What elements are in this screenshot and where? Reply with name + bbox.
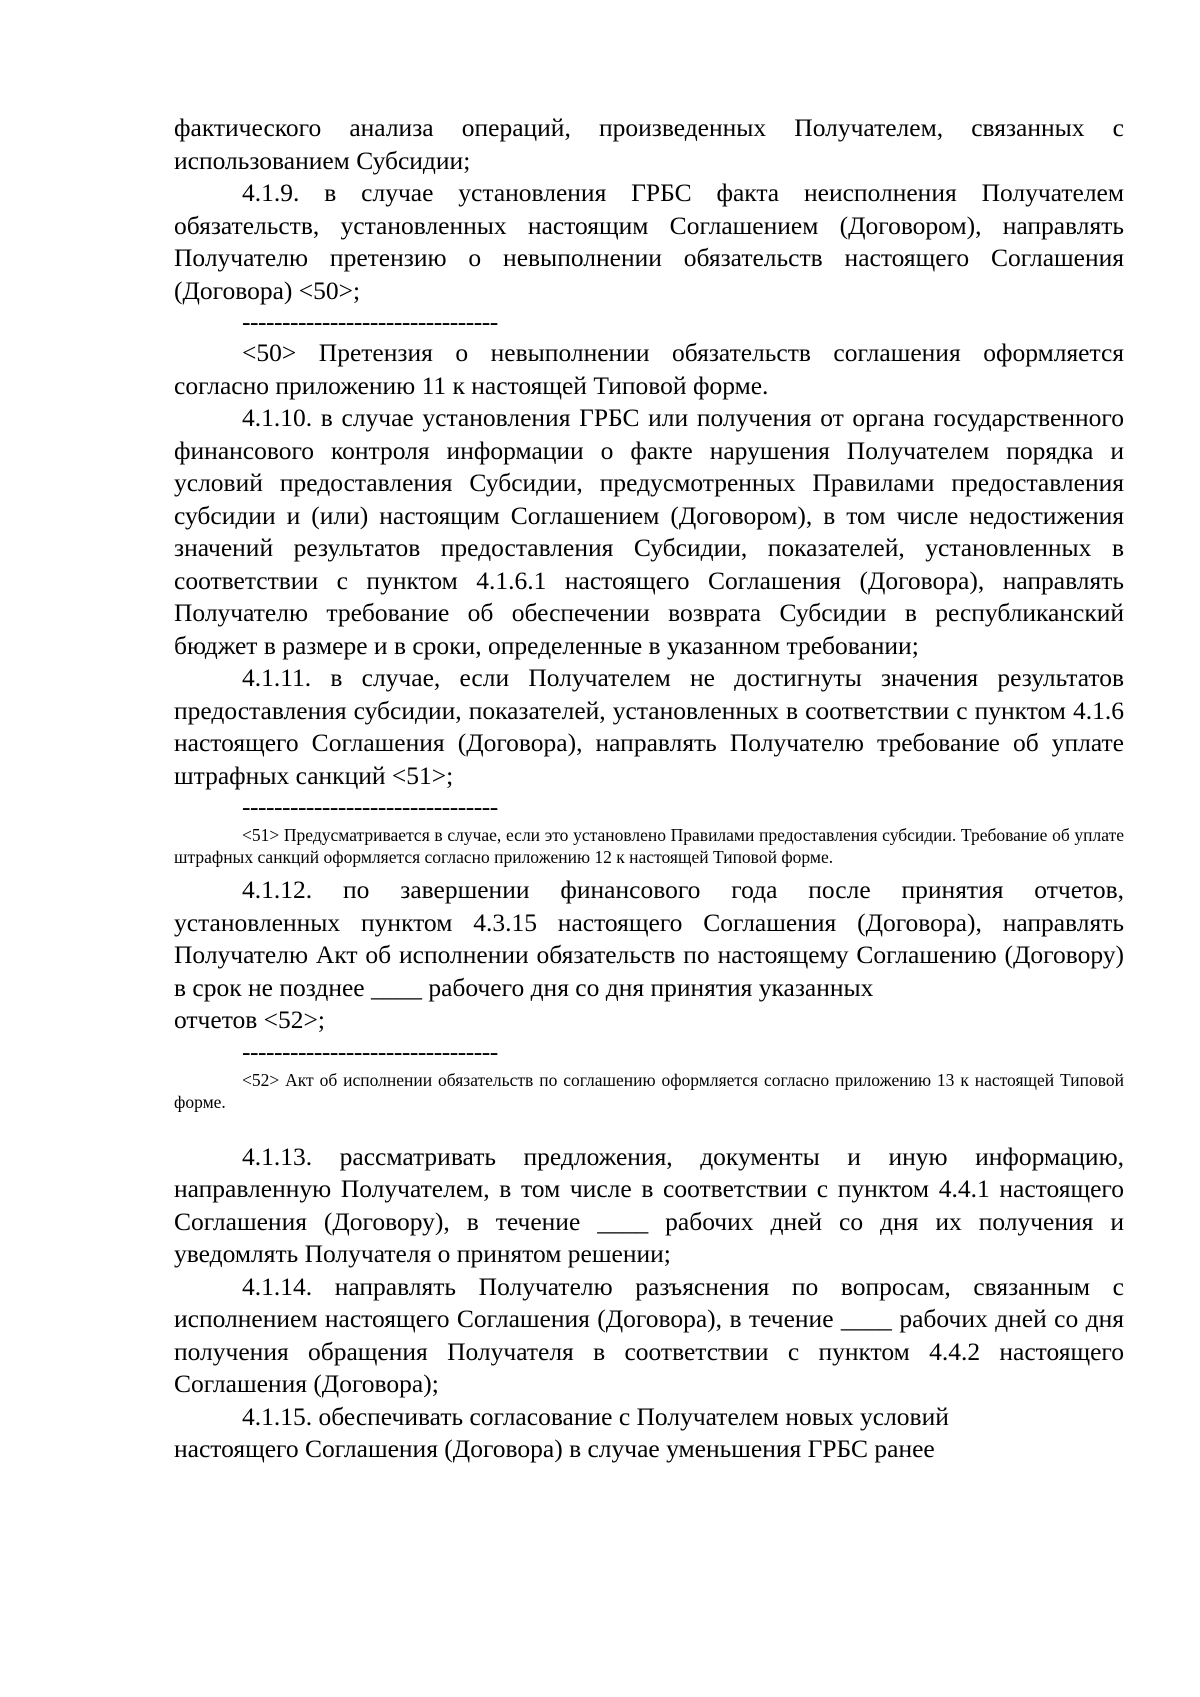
paragraph-4-1-10: 4.1.10. в случае установления ГРБС или получения от органа государственного финансового контроля информации о факте нарушения Получателем порядка и условий предоставления Субсидии, предусмотренных Правилами предоставления субсидии и (или) настоящим Соглашением (Договором), в том числе недостижения значений результатов предоставления Субсидии, показателей, установленных в соответствии с пунктом 4.1.6.1 настоящего Соглашения (Договора), направлять Получателю требование об обеспечении возврата Субсидии в республиканский бюджет в размере и в сроки, определенные в указанном требовании; [174,403,1124,660]
paragraph-4-1-13: 4.1.13. рассматривать предложения, документы и иную информацию, направленную Получателем, в том числе в соответствии с пунктом 4.4.1 настоящего Соглашения (Договору), в течение ____ рабочих дней со дня их получения и уведомлять Получателя о принятом решении; [174,1141,1124,1268]
paragraph-4-1-9: 4.1.9. в случае установления ГРБС факта неисполнения Получателем обязательств, установленных настоящим Соглашением (Договором), направлять Получателю претензию о невыполнении обязательств настоящего Соглашения (Договора) <50>; [174,178,1124,305]
paragraph-4-1-14: 4.1.14. направлять Получателю разъяснения по вопросам, связанным с исполнением настоящего Соглашения (Договора), в течение ____ рабочих дней со дня получения обращения Получателя в соответствии с пунктом 4.4.2 настоящего Соглашения (Договора); [174,1271,1124,1398]
paragraph-4-1-11: 4.1.11. в случае, если Получателем не достигнуты значения результатов предоставления субсидии, показателей, установленных в соответствии с пунктом 4.1.6 настоящего Соглашения (Договора), направлять Получателю требование об уплате штрафных санкций <51>; [174,663,1124,790]
footnote-separator: -------------------------------- [242,307,498,336]
paragraph-4-1-12: 4.1.12. по завершении финансового года после принятия отчетов, установленных пунктом 4.3.15 настоящего Соглашения (Договора), направлять Получателю Акт об исполнении обязательств по настоящему Соглашению (Договору) в срок не позднее ____ рабочего дня со дня принятия указанных [174,875,1124,1002]
paragraph-4-1-15-cont: настоящего Соглашения (Договора) в случае уменьшения ГРБС ранее [174,1434,935,1463]
paragraph-note-50: <50> Претензия о невыполнении обязательств соглашения оформляется согласно приложению 11 к настоящей Типовой форме. [174,338,1124,400]
spacer [174,1119,1124,1141]
paragraph-4-1-15: 4.1.15. обеспечивать согласование с Получателем новых условий [242,1401,949,1431]
footnote-51: <51> Предусматривается в случае, если это установлено Правилами предоставления субсидии. Требование об уплате штрафных санкций оформляется согласно приложению 12 к настоящей Типовой форме. [174,825,1124,867]
paragraph-4-1-12-end: отчетов <52>; [174,1005,326,1034]
paragraph-subsidy-analysis: фактического анализа операций, произведенных Получателем, связанных с использованием Субсидии; [174,113,1124,175]
footnote-separator: -------------------------------- [242,1036,498,1066]
document-page [174,112,1124,1466]
footnote-separator: -------------------------------- [242,792,498,821]
footnote-52: <52> Акт об исполнении обязательств по соглашению оформляется согласно приложению 13 к настоящей Типовой форме. [174,1069,1124,1112]
